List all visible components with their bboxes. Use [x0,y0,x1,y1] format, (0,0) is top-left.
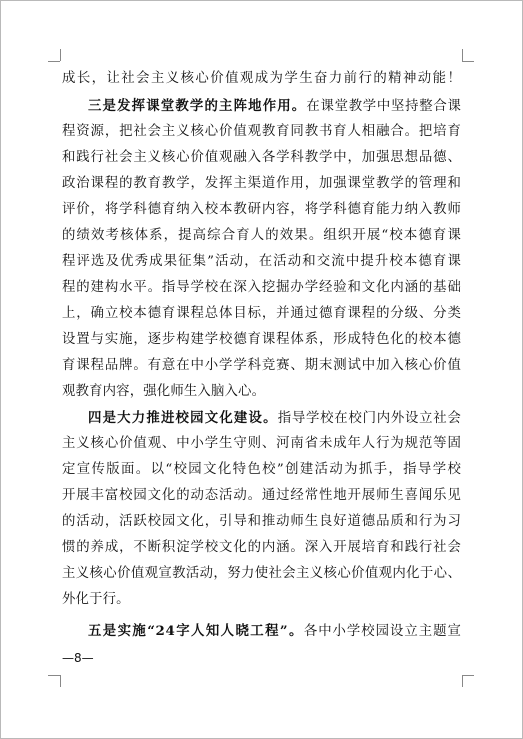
crop-mark-top-right-v [462,49,463,61]
crop-mark-bottom-left-v [60,675,61,687]
section-heading-line: 五是实施“24字人知人晓工程”。各中小学校园设立主题宣 [88,623,461,639]
section-lead-4: 四是大力推进校园文化建设。 [88,410,278,426]
crop-mark-top-left-v [60,49,61,61]
body-line: 评价，将学科德育纳入校本教研内容，将学科德育能力纳入教师 [62,202,461,217]
body-line: 程资源，把社会主义核心价值观教育同教书育人相融合。把培育 [62,124,461,139]
body-line: 观教育内容，强化师生入脑入心。 [62,384,266,399]
body-line: 程的建构水平。指导学校在深入挖掘办学经验和文化内涵的基础 [62,280,461,295]
body-line: 政治课程的教育教学，发挥主渠道作用，加强课堂教学的管理和 [62,176,461,191]
crop-mark-bottom-left-h [48,675,60,676]
crop-mark-bottom-right-h [462,675,474,676]
body-line: 成长，让社会主义核心价值观成为学生奋力前行的精神动能！ [62,71,461,86]
body-line: 程评选及优秀成果征集”活动，在活动和交流中提升校本德育课 [62,254,461,269]
crop-mark-top-right-h [462,61,474,62]
body-line: 的绩效考核体系，提高综合育人的效果。组织开展“校本德育课 [62,228,461,243]
body-line: 惯的养成，不断积淀学校文化的内涵。深入开展培育和践行社会 [62,540,461,555]
page-number: —8— [62,651,94,665]
body-line: 定宣传版面。以“校园文化特色校”创建活动为抓手，指导学校 [62,462,461,477]
body-line: 育课程品牌。有意在中小学学科竞赛、期末测试中加入核心价值 [62,358,461,373]
body-line: 和践行社会主义核心价值观融入各学科教学中，加强思想品德、 [62,150,461,165]
body-line: 的活动，活跃校园文化，引导和推动师生良好道德品质和行为习 [62,514,461,529]
section-lead-5: 五是实施“24字人知人晓工程”。 [88,623,304,639]
body-line: 上，确立校本德育课程总体目标，并通过德育课程的分级、分类 [62,306,461,321]
crop-mark-top-left-h [48,61,60,62]
body-line: 主义核心价值观宣教活动，努力使社会主义核心价值观内化于心、 [62,566,461,581]
body-line: 设置与实施，逐步构建学校德育课程体系，形成特色化的校本德 [62,332,461,347]
body-line: 主义核心价值观、中小学生守则、河南省未成年人行为规范等固 [62,436,461,451]
section-lead-3: 三是发挥课堂教学的主阵地作用。 [88,98,307,114]
body-line: 外化于行。 [62,592,130,607]
body-line: 开展丰富校园文化的动态活动。通过经常性地开展师生喜闻乐见 [62,488,461,503]
crop-mark-bottom-right-v [462,675,463,687]
section-heading-line: 三是发挥课堂教学的主阵地作用。在课堂教学中坚持整合课 [88,98,461,114]
section-heading-line: 四是大力推进校园文化建设。指导学校在校门内外设立社会 [88,410,461,426]
